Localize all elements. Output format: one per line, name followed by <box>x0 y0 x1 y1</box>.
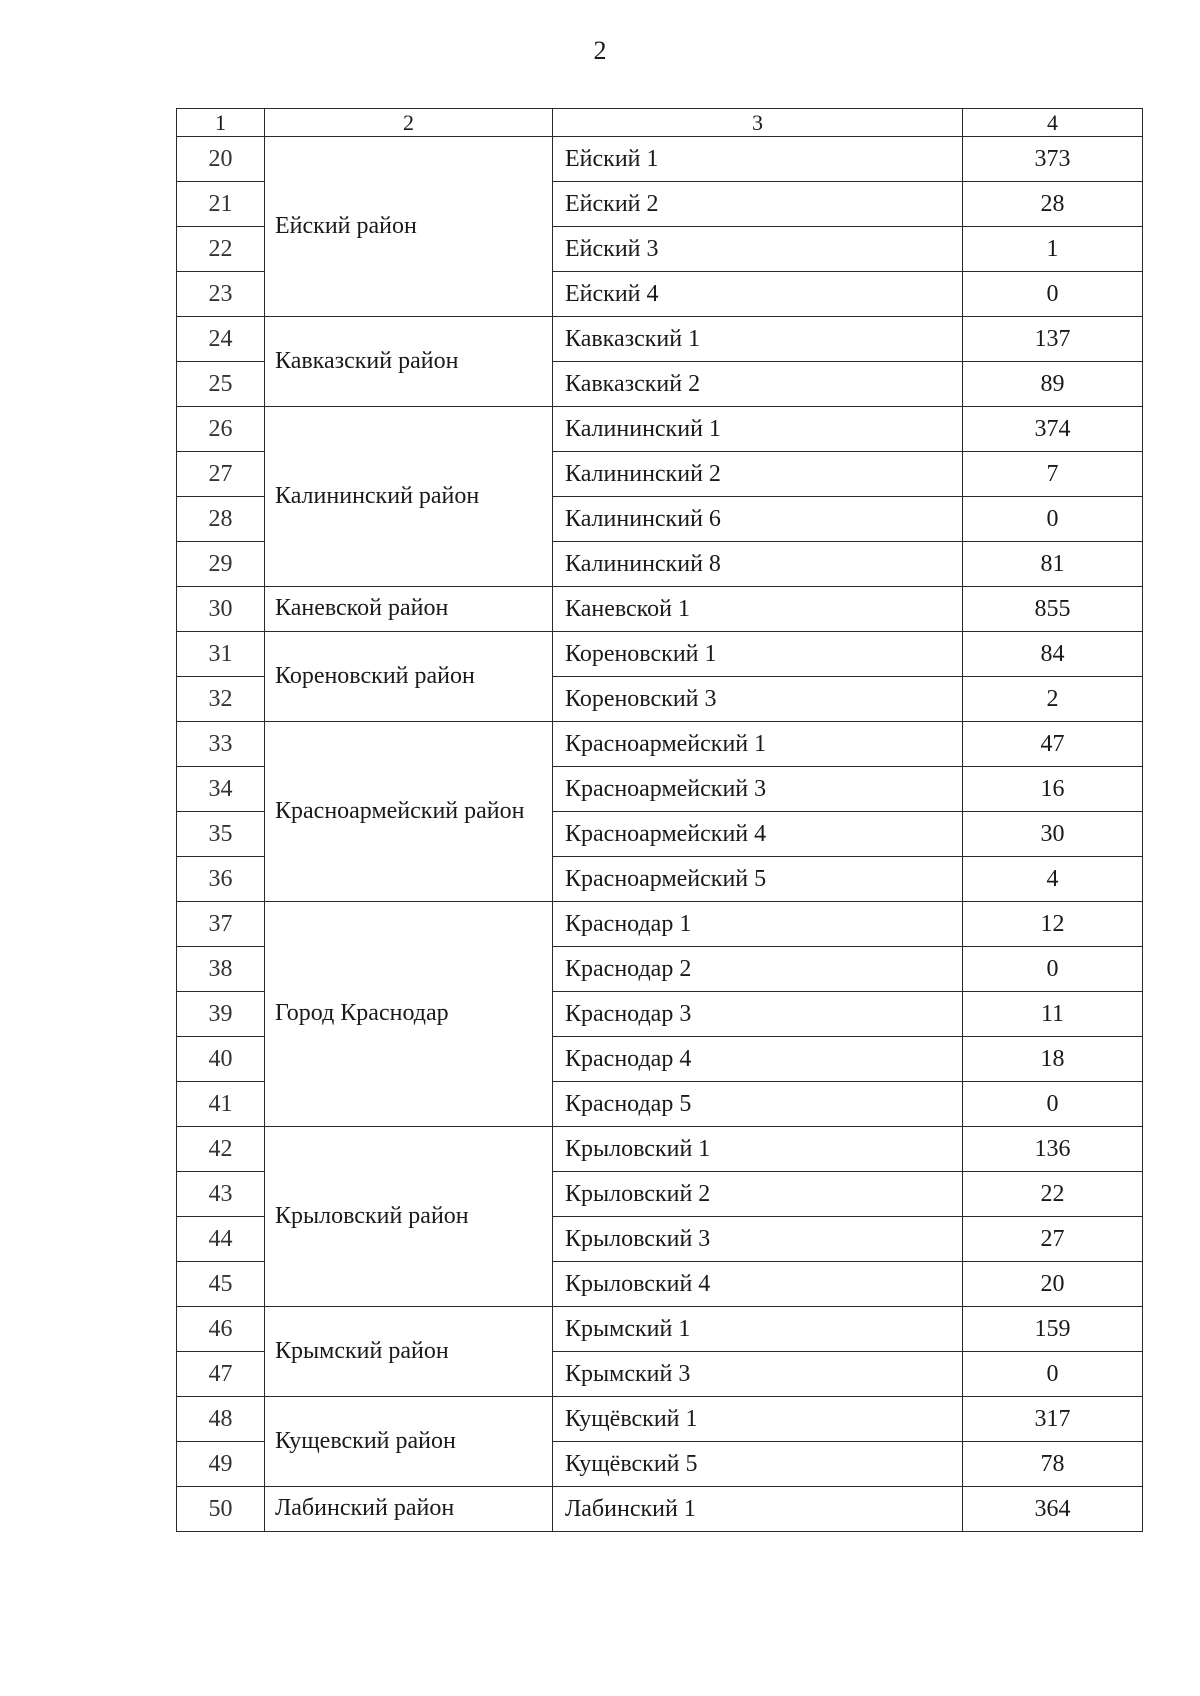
unit-name: Краснодар 5 <box>553 1082 963 1127</box>
row-number: 27 <box>177 452 265 497</box>
unit-value: 317 <box>963 1397 1143 1442</box>
unit-value: 0 <box>963 497 1143 542</box>
page-number: 2 <box>593 36 607 65</box>
unit-value: 11 <box>963 992 1143 1037</box>
unit-name: Кореновский 1 <box>553 632 963 677</box>
row-number: 28 <box>177 497 265 542</box>
row-number: 49 <box>177 1442 265 1487</box>
unit-name: Красноармейский 3 <box>553 767 963 812</box>
district-name: Кореновский район <box>265 632 553 722</box>
unit-value: 18 <box>963 1037 1143 1082</box>
district-name: Город Краснодар <box>265 902 553 1127</box>
unit-value: 16 <box>963 767 1143 812</box>
column-header: 2 <box>265 109 553 137</box>
row-number: 32 <box>177 677 265 722</box>
row-number: 24 <box>177 317 265 362</box>
unit-name: Ейский 1 <box>553 137 963 182</box>
unit-name: Красноармейский 4 <box>553 812 963 857</box>
unit-value: 47 <box>963 722 1143 767</box>
column-header: 3 <box>553 109 963 137</box>
unit-name: Кавказский 2 <box>553 362 963 407</box>
row-number: 37 <box>177 902 265 947</box>
unit-name: Каневской 1 <box>553 587 963 632</box>
row-number: 46 <box>177 1307 265 1352</box>
column-header: 1 <box>177 109 265 137</box>
table-row <box>177 317 1143 362</box>
unit-name: Калининский 6 <box>553 497 963 542</box>
unit-value: 0 <box>963 947 1143 992</box>
unit-value: 78 <box>963 1442 1143 1487</box>
row-number: 39 <box>177 992 265 1037</box>
unit-value: 159 <box>963 1307 1143 1352</box>
unit-name: Ейский 3 <box>553 227 963 272</box>
unit-name: Крымский 3 <box>553 1352 963 1397</box>
unit-name: Красноармейский 5 <box>553 857 963 902</box>
row-number: 44 <box>177 1217 265 1262</box>
district-name: Калининский район <box>265 407 553 587</box>
row-number: 23 <box>177 272 265 317</box>
district-name: Крымский район <box>265 1307 553 1397</box>
district-name: Кавказский район <box>265 317 553 407</box>
data-table <box>176 108 1143 1532</box>
row-number: 25 <box>177 362 265 407</box>
unit-name: Лабинский 1 <box>553 1487 963 1532</box>
unit-value: 0 <box>963 1082 1143 1127</box>
unit-value: 20 <box>963 1262 1143 1307</box>
row-number: 29 <box>177 542 265 587</box>
unit-value: 136 <box>963 1127 1143 1172</box>
unit-value: 0 <box>963 1352 1143 1397</box>
row-number: 33 <box>177 722 265 767</box>
row-number: 43 <box>177 1172 265 1217</box>
row-number: 26 <box>177 407 265 452</box>
district-name: Красноармейский район <box>265 722 553 902</box>
unit-name: Кореновский 3 <box>553 677 963 722</box>
table-row <box>177 722 1143 767</box>
unit-value: 4 <box>963 857 1143 902</box>
district-name: Лабинский район <box>265 1487 553 1532</box>
row-number: 36 <box>177 857 265 902</box>
table-body <box>177 137 1143 1532</box>
unit-value: 28 <box>963 182 1143 227</box>
unit-value: 81 <box>963 542 1143 587</box>
unit-name: Калининский 1 <box>553 407 963 452</box>
row-number: 40 <box>177 1037 265 1082</box>
unit-value: 0 <box>963 272 1143 317</box>
row-number: 21 <box>177 182 265 227</box>
unit-value: 364 <box>963 1487 1143 1532</box>
unit-name: Кавказский 1 <box>553 317 963 362</box>
unit-value: 374 <box>963 407 1143 452</box>
unit-name: Калининский 8 <box>553 542 963 587</box>
table-row <box>177 137 1143 182</box>
table-row <box>177 1487 1143 1532</box>
row-number: 47 <box>177 1352 265 1397</box>
unit-value: 84 <box>963 632 1143 677</box>
row-number: 35 <box>177 812 265 857</box>
unit-value: 2 <box>963 677 1143 722</box>
unit-name: Краснодар 3 <box>553 992 963 1037</box>
table-row <box>177 407 1143 452</box>
unit-value: 137 <box>963 317 1143 362</box>
table-row <box>177 587 1143 632</box>
unit-name: Крыловский 3 <box>553 1217 963 1262</box>
row-number: 38 <box>177 947 265 992</box>
column-header: 4 <box>963 109 1143 137</box>
unit-name: Калининский 2 <box>553 452 963 497</box>
unit-value: 89 <box>963 362 1143 407</box>
unit-name: Краснодар 1 <box>553 902 963 947</box>
row-number: 45 <box>177 1262 265 1307</box>
unit-name: Ейский 2 <box>553 182 963 227</box>
row-number: 50 <box>177 1487 265 1532</box>
row-number: 20 <box>177 137 265 182</box>
table-row <box>177 632 1143 677</box>
district-name: Каневской район <box>265 587 553 632</box>
district-name: Крыловский район <box>265 1127 553 1307</box>
unit-name: Краснодар 4 <box>553 1037 963 1082</box>
row-number: 31 <box>177 632 265 677</box>
unit-name: Кущёвский 5 <box>553 1442 963 1487</box>
unit-name: Краснодар 2 <box>553 947 963 992</box>
unit-value: 12 <box>963 902 1143 947</box>
district-name: Кущевский район <box>265 1397 553 1487</box>
unit-name: Крыловский 1 <box>553 1127 963 1172</box>
row-number: 41 <box>177 1082 265 1127</box>
unit-value: 373 <box>963 137 1143 182</box>
table-row <box>177 1397 1143 1442</box>
unit-name: Красноармейский 1 <box>553 722 963 767</box>
unit-name: Крыловский 2 <box>553 1172 963 1217</box>
row-number: 34 <box>177 767 265 812</box>
row-number: 42 <box>177 1127 265 1172</box>
table-row <box>177 1127 1143 1172</box>
unit-name: Крыловский 4 <box>553 1262 963 1307</box>
table-row <box>177 1307 1143 1352</box>
row-number: 48 <box>177 1397 265 1442</box>
district-name: Ейский район <box>265 137 553 317</box>
row-number: 30 <box>177 587 265 632</box>
table-row <box>177 902 1143 947</box>
unit-value: 1 <box>963 227 1143 272</box>
unit-value: 27 <box>963 1217 1143 1262</box>
unit-name: Ейский 4 <box>553 272 963 317</box>
unit-value: 30 <box>963 812 1143 857</box>
unit-value: 22 <box>963 1172 1143 1217</box>
unit-value: 855 <box>963 587 1143 632</box>
table-header-row <box>177 109 1143 137</box>
row-number: 22 <box>177 227 265 272</box>
unit-name: Крымский 1 <box>553 1307 963 1352</box>
unit-name: Кущёвский 1 <box>553 1397 963 1442</box>
unit-value: 7 <box>963 452 1143 497</box>
